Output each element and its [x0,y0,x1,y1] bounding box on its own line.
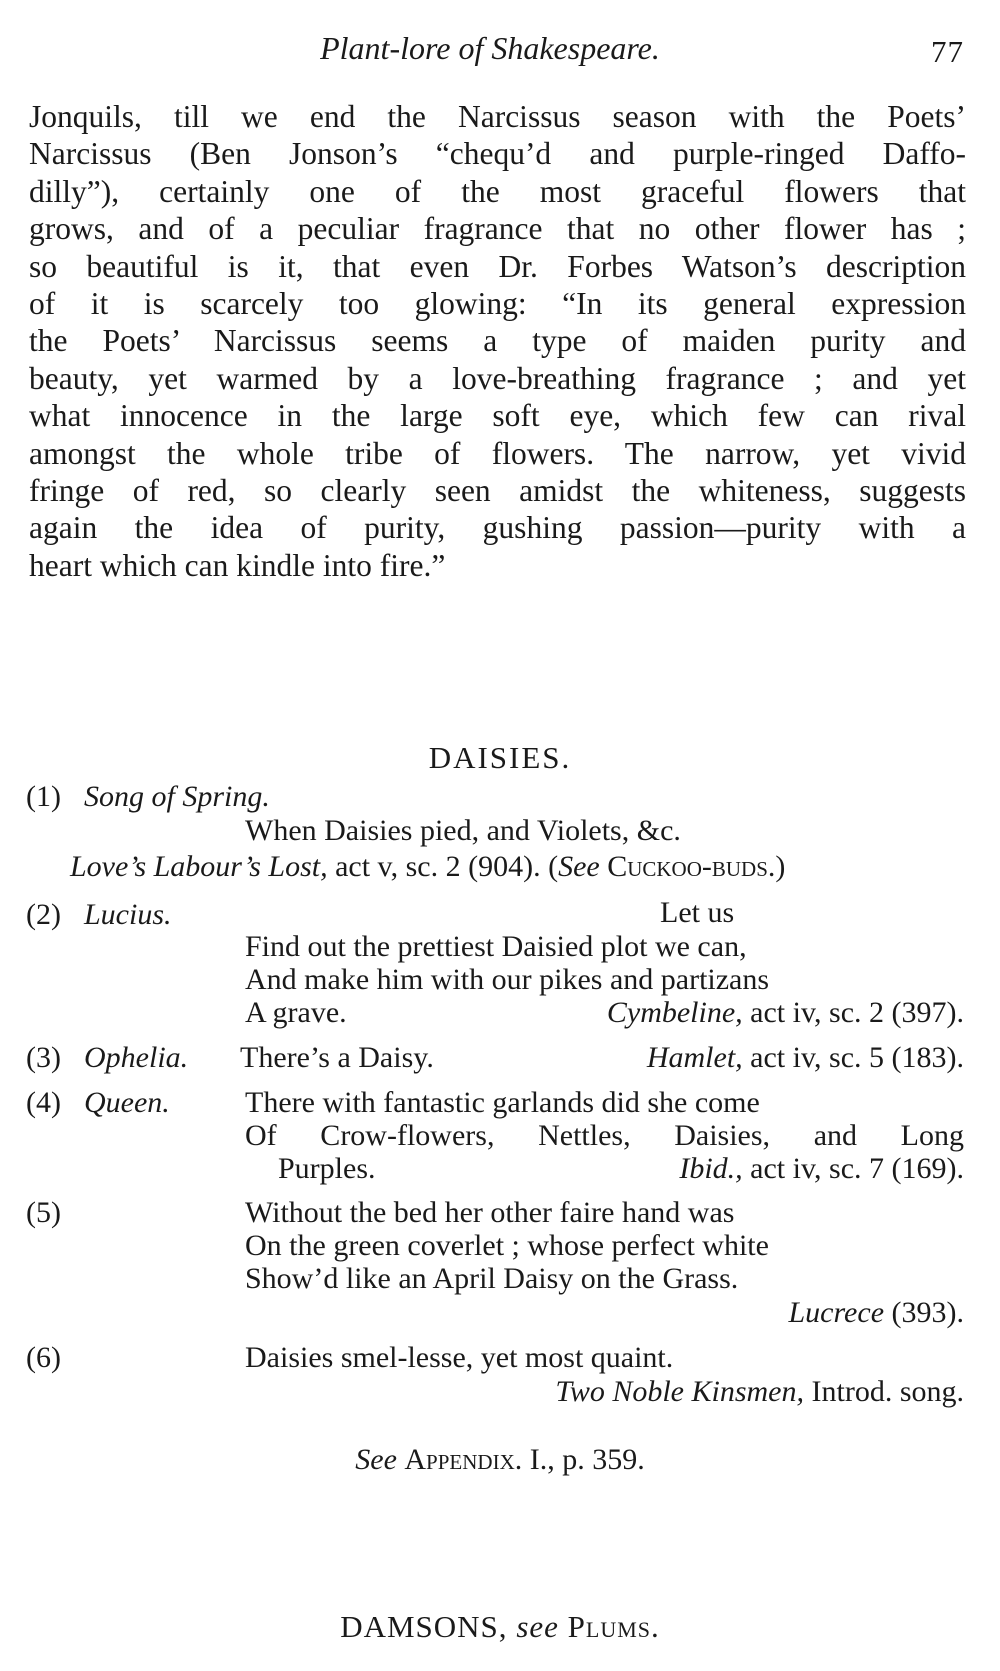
paragraph-line: dilly”), certainly one of the most graceful flowers that [29,173,966,209]
play-title: Two Noble Kinsmen, [555,1375,804,1408]
paragraph-line: amongst the whole tribe of flowers. The narrow, yet vivid [29,435,966,471]
speaker: Ophelia. [84,1041,189,1074]
quote-line: On the green coverlet ; whose perfect white [245,1229,769,1262]
line-number: (393). [884,1296,964,1329]
paragraph-line: grows, and of a peculiar fragrance that no other flower has ; [29,211,966,247]
act-scene: Introd. song. [804,1375,964,1408]
entry-label: DAMSONS, [340,1609,508,1644]
next-entry-heading [0,1609,1000,1645]
poem-title: Lucrece [788,1296,885,1329]
act-scene: act iv, sc. 7 (169). [742,1152,964,1185]
play-title: Hamlet, [646,1041,743,1074]
appendix-page: I., p. 359. [522,1443,645,1476]
running-title: Plant-lore of Shakespeare. [320,30,660,66]
entry-number: (2) [26,898,61,931]
paragraph-line: the Poets’ Narcissus seems a type of maiden purity and [29,323,966,359]
paragraph-line: Narcissus (Ben Jonson’s “chequ’d and purple-ringed Daffo- [29,136,966,172]
paragraph-line: fringe of red, so clearly seen amidst the whiteness, suggests [29,472,966,508]
page-header [0,30,1000,74]
entry-number: (5) [26,1196,61,1229]
see-label: See [355,1443,397,1476]
quote-reference [555,1375,964,1409]
quote-reference [679,1152,964,1186]
quote-reference [647,1041,964,1075]
paragraph-line: heart which can kindle into fire.” [29,547,446,583]
play-title: Ibid., [679,1152,743,1185]
entry-number: (3) [26,1041,61,1074]
cross-reference: Cuckoo-buds.) [599,850,786,883]
continued-paragraph [29,98,966,584]
paragraph-line: of it is scarcely too glowing: “In its general expression [29,285,966,321]
quote-line: There with fantastic garlands did she come [245,1086,760,1119]
paragraph-line: again the idea of purity, gushing passion—purity with a [29,510,966,546]
paragraph-line: what innocence in the large soft eye, which few can rival [29,398,966,434]
act-scene: act iv, sc. 5 (183). [742,1041,964,1074]
play-title: Cymbeline, [606,996,743,1029]
cross-reference: Plums. [567,1609,660,1644]
quote-line: Show’d like an April Daisy on the Grass. [245,1262,739,1295]
quote-reference [607,996,964,1030]
quote-line: And make him with our pikes and partizans [245,963,770,996]
page-number: 77 [931,34,964,69]
quote-line: Of Crow-flowers, Nettles, Daisies, and Long [245,1119,964,1152]
quote-line: Without the bed her other faire hand was [245,1196,735,1229]
section-heading: DAISIES. [428,740,572,775]
entry-number: (1) [26,780,61,813]
appendix-label: Appendix. [404,1443,523,1476]
quote-line: When Daisies pied, and Violets, &c. [245,814,681,847]
act-scene: act iv, sc. 2 (397). [742,996,964,1029]
quote-line: Daisies smel-lesse, yet most quaint. [245,1341,674,1374]
play-title: Love’s Labour’s Lost, [70,850,328,883]
quote-line: Purples. [278,1152,376,1185]
act-scene: act v, sc. 2 (904). ( [327,850,559,883]
quote-line: Find out the prettiest Daisied plot we can, [245,930,747,963]
entry-number: (6) [26,1341,61,1374]
entry-number: (4) [26,1086,61,1119]
quote-line: A grave. [245,996,347,1029]
speaker: Queen. [84,1086,170,1119]
appendix-reference [0,1443,1000,1477]
entry-title: Song of Spring. [84,780,270,813]
see-label: See [558,850,600,883]
quote-reference [789,1296,965,1330]
quote-line: Let us [660,896,735,929]
paragraph-line: Jonquils, till we end the Narcissus season with the Poets’ [29,99,966,134]
paragraph-line: so beautiful is it, that even Dr. Forbes Watson’s description [29,248,966,284]
speaker: Lucius. [84,898,172,931]
quote-line: There’s a Daisy. [240,1041,434,1074]
quote-reference [70,850,785,884]
see-label: see [516,1609,559,1644]
paragraph-line: beauty, yet warmed by a love-breathing fragrance ; and yet [29,360,966,396]
